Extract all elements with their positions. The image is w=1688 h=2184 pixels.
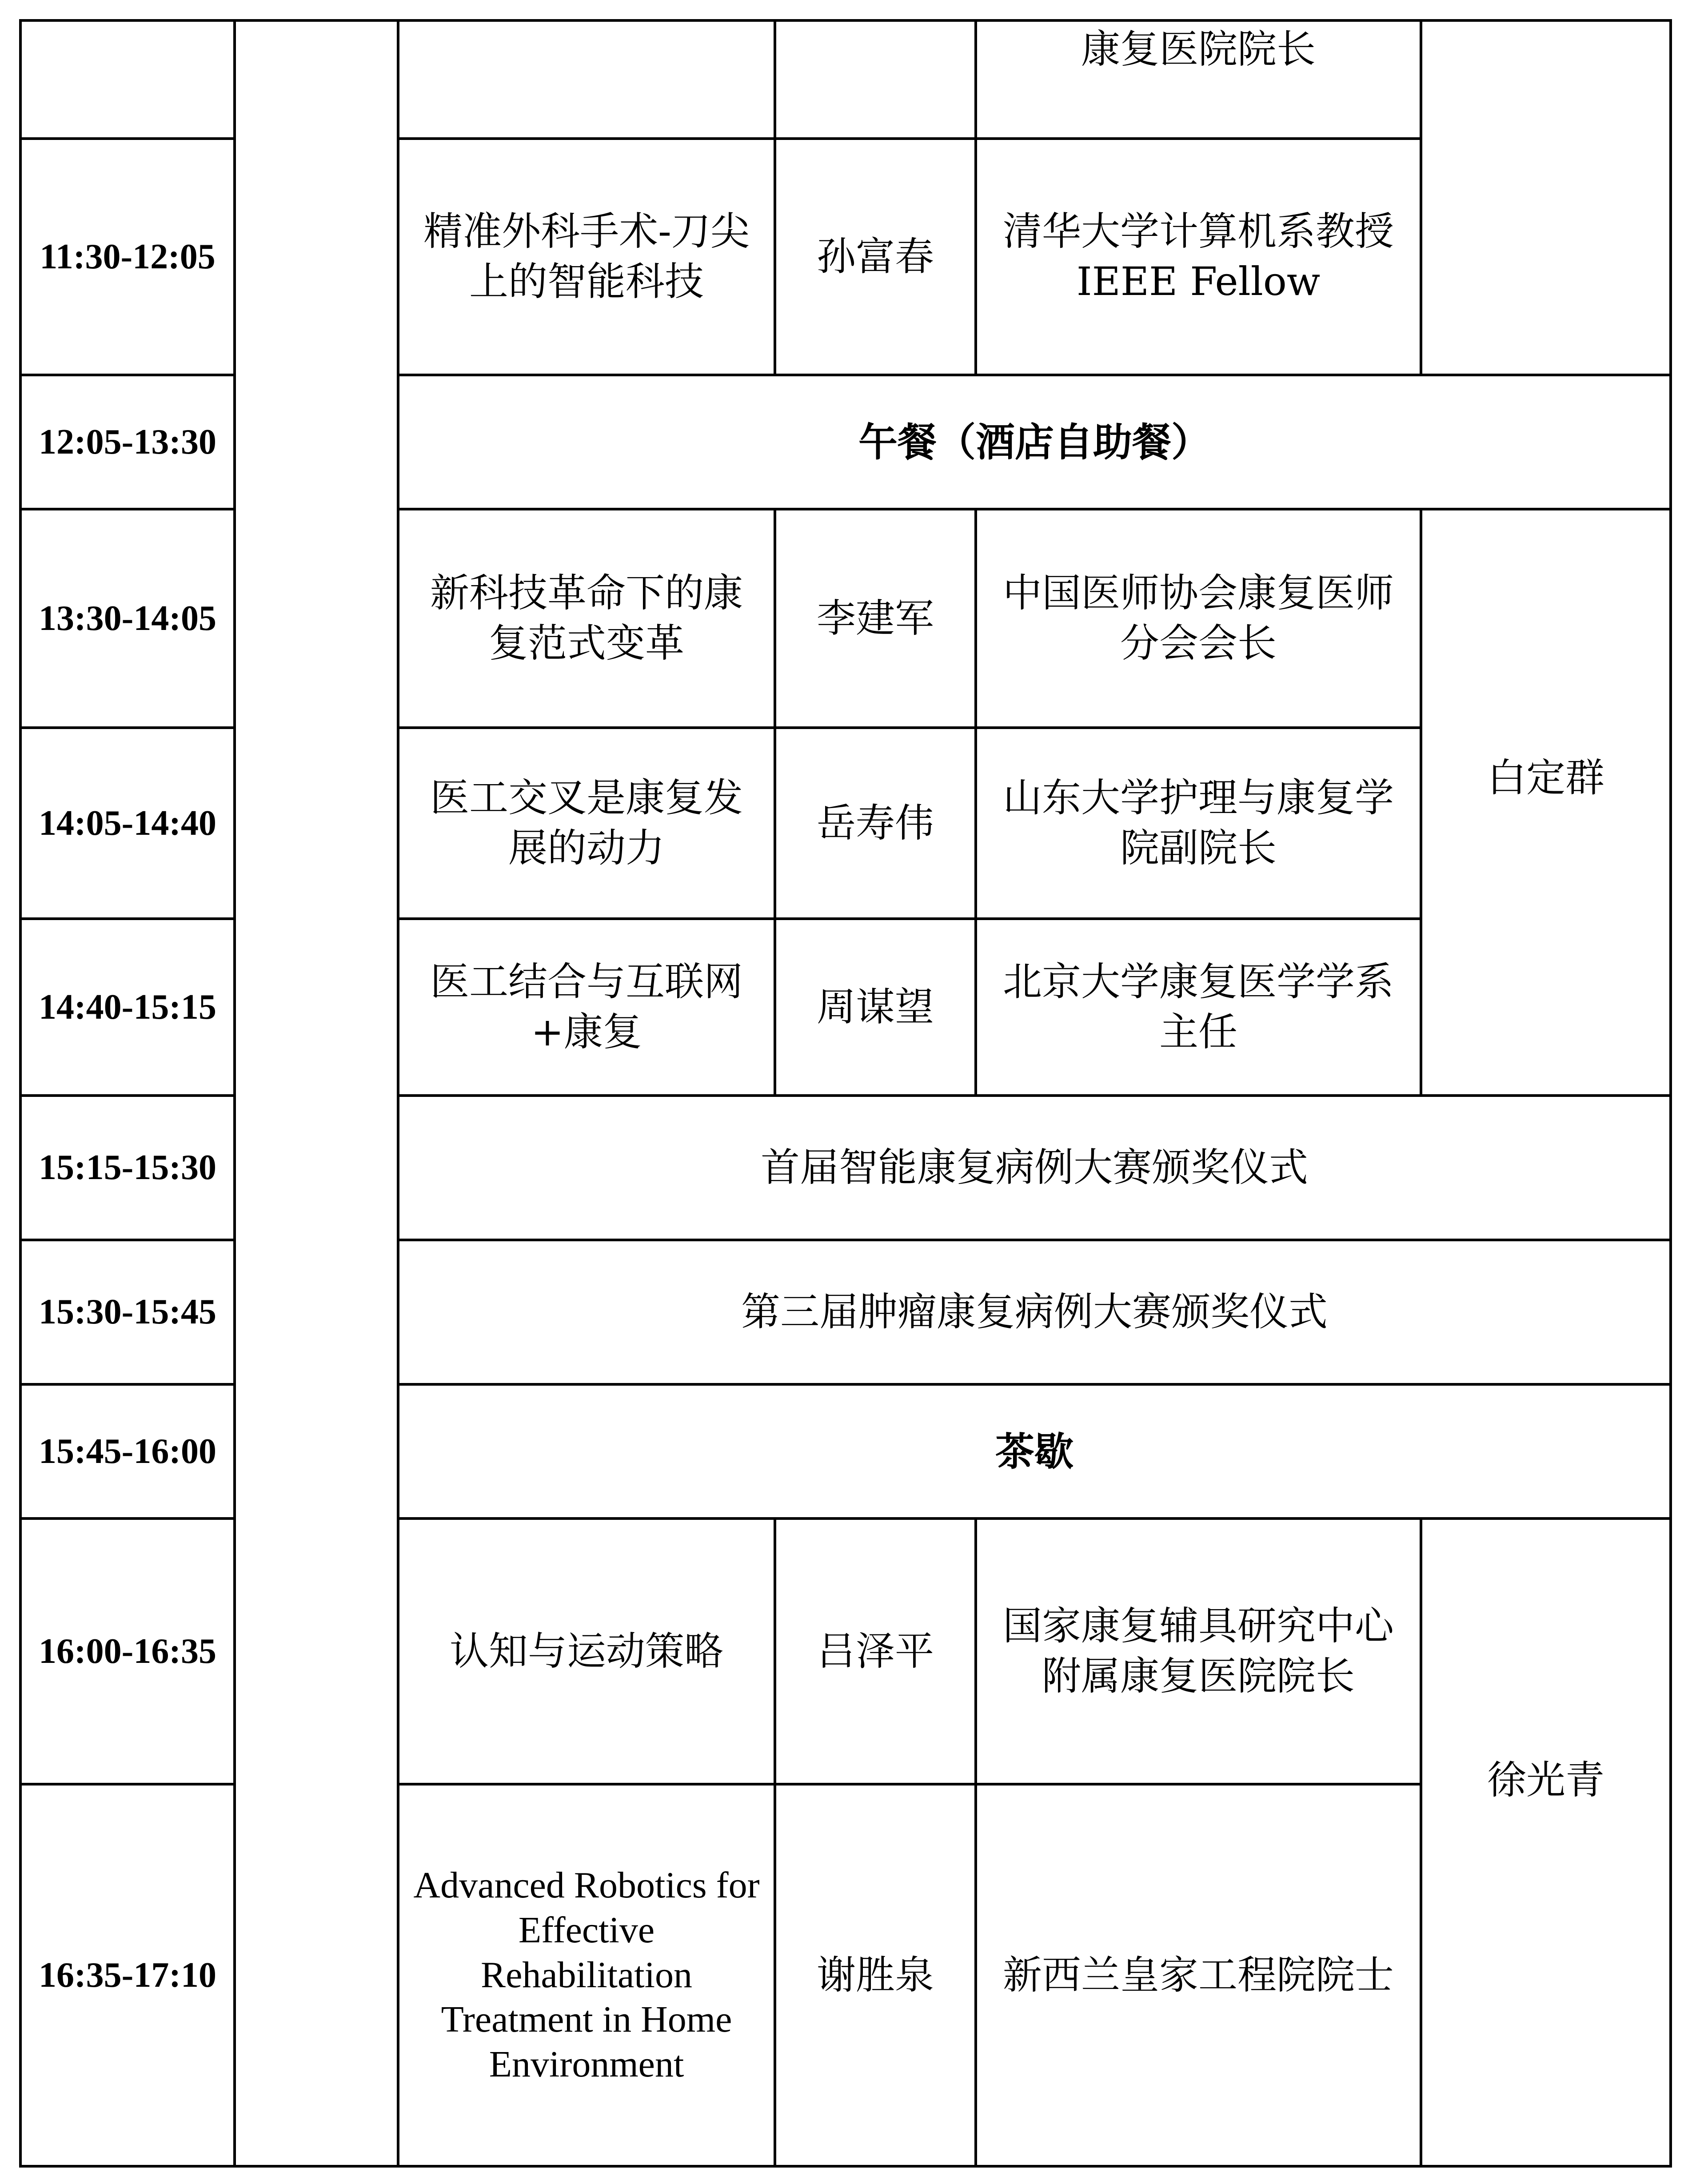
time-cell: 12:05-13:30 xyxy=(20,375,235,509)
speaker-cell xyxy=(775,20,976,139)
event-cell: 首届智能康复病例大赛颁奖仪式 xyxy=(398,1096,1671,1240)
time-cell: 15:15-15:30 xyxy=(20,1096,235,1240)
time-cell: 11:30-12:05 xyxy=(20,139,235,375)
speaker-title-cell: 康复医院院长 xyxy=(976,20,1421,139)
event-cell: 茶歇 xyxy=(398,1384,1671,1518)
topic-cell: 精准外科手术-刀尖上的智能科技 xyxy=(398,139,775,375)
speaker-cell: 谢胜泉 xyxy=(775,1784,976,2166)
topic-cell: 认知与运动策略 xyxy=(398,1518,775,1784)
topic-cell: 医工结合与互联网+康复 xyxy=(398,919,775,1096)
event-cell: 午餐（酒店自助餐） xyxy=(398,375,1671,509)
time-cell: 16:35-17:10 xyxy=(20,1784,235,2166)
speaker-cell: 李建军 xyxy=(775,509,976,728)
time-cell xyxy=(20,20,235,139)
time-cell: 15:30-15:45 xyxy=(20,1240,235,1384)
time-cell: 15:45-16:00 xyxy=(20,1384,235,1518)
speaker-title-cell: 山东大学护理与康复学院副院长 xyxy=(976,728,1421,919)
time-cell: 14:05-14:40 xyxy=(20,728,235,919)
time-cell: 14:40-15:15 xyxy=(20,919,235,1096)
time-cell: 16:00-16:35 xyxy=(20,1518,235,1784)
speaker-title-cell: 新西兰皇家工程院院士 xyxy=(976,1784,1421,2166)
table-row xyxy=(20,20,1671,139)
speaker-cell: 周谋望 xyxy=(775,919,976,1096)
speaker-title-cell: 中国医师协会康复医师分会会长 xyxy=(976,509,1421,728)
speaker-cell: 孙富春 xyxy=(775,139,976,375)
time-cell: 13:30-14:05 xyxy=(20,509,235,728)
topic-cell: Advanced Robotics for Effective Rehabilitation Treatment in Home Environment xyxy=(398,1784,775,2166)
chair-cell-afternoon-2: 徐光青 xyxy=(1421,1518,1671,2166)
speaker-title-cell: 清华大学计算机系教授 IEEE Fellow xyxy=(976,139,1421,375)
topic-cell xyxy=(398,20,775,139)
topic-cell: 医工交叉是康复发展的动力 xyxy=(398,728,775,919)
speaker-cell: 岳寿伟 xyxy=(775,728,976,919)
speaker-cell: 吕泽平 xyxy=(775,1518,976,1784)
speaker-title-cell: 北京大学康复医学学系主任 xyxy=(976,919,1421,1096)
speaker-title-cell: 国家康复辅具研究中心附属康复医院院长 xyxy=(976,1518,1421,1784)
topic-cell: 新科技革命下的康复范式变革 xyxy=(398,509,775,728)
event-cell: 第三届肿瘤康复病例大赛颁奖仪式 xyxy=(398,1240,1671,1384)
schedule-table xyxy=(19,19,1672,2168)
blank-column-cell xyxy=(235,20,398,2166)
chair-cell-morning xyxy=(1421,20,1671,375)
chair-cell-afternoon-1: 白定群 xyxy=(1421,509,1671,1096)
